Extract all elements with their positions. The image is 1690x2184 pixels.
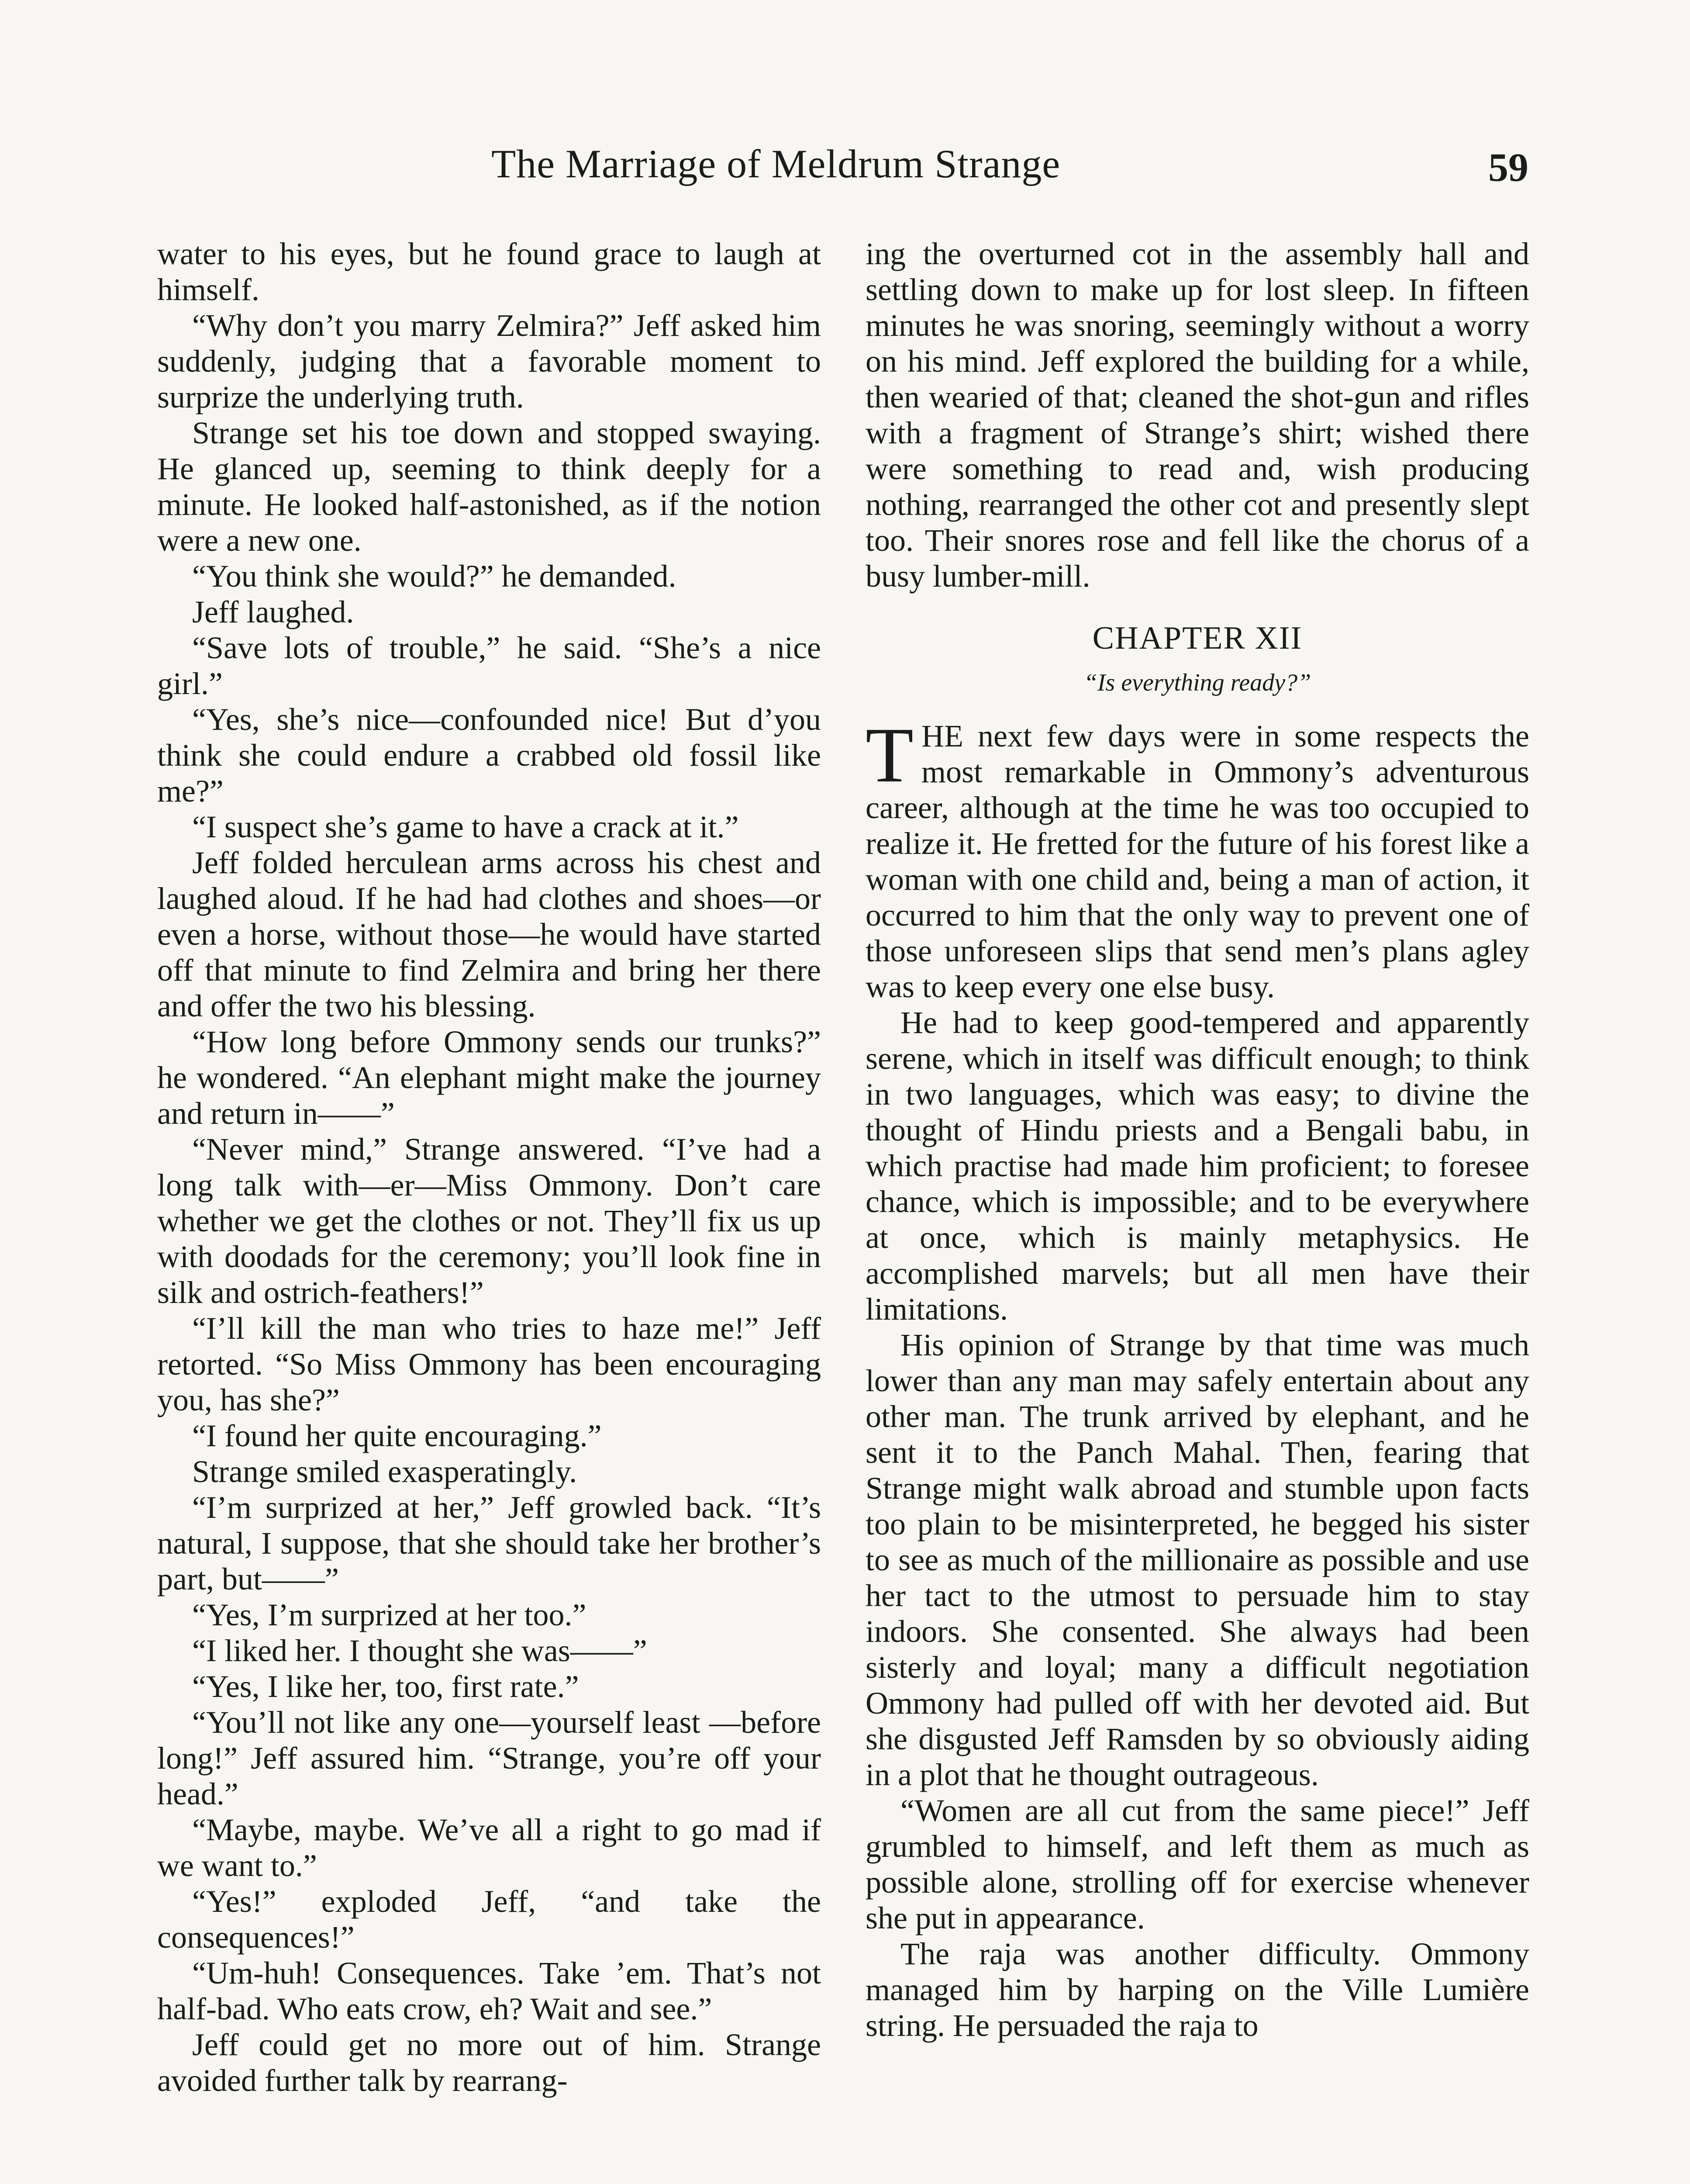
chapter-epigraph: “Is everything ready?” <box>1083 669 1311 696</box>
paragraph: Strange set his toe down and stopped swaying. He glanced up, seeming to think deeply for a minute. He looked half-astonished, as if the notion were a new one. <box>157 415 821 558</box>
paragraph: “Never mind,” Strange answered. “I’ve had a long talk with—er—Miss Ommony. Don’t care whether we get the clothes or not. They’ll fix us up with doodads for the ceremony; you’ll look fine in silk and ostrich-feathers!” <box>157 1132 821 1310</box>
paragraph: “Why don’t you marry Zelmira?” Jeff asked him suddenly, judging that a favorable moment to surprize the underlying truth. <box>157 308 821 415</box>
paragraph: “You’ll not like any one—yourself least —before long!” Jeff assured him. “Strange, you’re off your head.” <box>157 1705 821 1811</box>
page-number: 59 <box>1488 145 1528 190</box>
paragraph: “Yes, she’s nice—confounded nice! But d’you think she could endure a crabbed old fossil like me?” <box>157 702 821 809</box>
right-column <box>866 236 1529 2043</box>
running-head: The Marriage of Meldrum Strange <box>491 142 1061 186</box>
paragraph: “Women are all cut from the same piece!” Jeff grumbled to himself, and left them as much as possible alone, strolling off for exercise whenever she put in appearance. <box>866 1793 1529 1935</box>
paragraph: “How long before Ommony sends our trunks?” he wondered. “An elephant might make the journey and return in——” <box>157 1024 821 1131</box>
paragraph: “Maybe, maybe. We’ve all a right to go mad if we want to.” <box>157 1812 821 1883</box>
paragraph: His opinion of Strange by that time was much lower than any man may safely entertain about any other man. The trunk arrived by elephant, and he sent it to the Panch Mahal. Then, fearing that Strange might walk abroad and stumble upon facts too plain to be misinterpreted, he begged his sister to see as much of the millionaire as possible and use her tact to the utmost to persuade him to stay indoors. She consented. She always had been sisterly and loyal; many a difficult negotiation Ommony had pulled off with her devoted aid. But she disgusted Jeff Ramsden by so obviously aiding in a plot that he thought outrageous. <box>866 1327 1529 1792</box>
paragraph: The raja was another difficulty. Ommony managed him by harping on the Ville Lumière string. He persuaded the raja to <box>866 1936 1529 2043</box>
paragraph: Jeff laughed. <box>192 594 354 629</box>
paragraph: ing the overturned cot in the assembly hall and settling down to make up for lost sleep. In fifteen minutes he was snoring, seemingly without a worry on his mind. Jeff explored the building for a while, then wearied of that; cleaned the shot-gun and rifles with a fragment of Strange’s shirt; wished there were something to read and, wish producing nothing, rearranged the other cot and presently slept too. Their snores rose and fell like the chorus of a busy lumber-mill. <box>866 236 1529 594</box>
paragraph: He had to keep good-tempered and apparently serene, which in itself was difficult enough; to think in two languages, which was easy; to divine the thought of Hindu priests and a Bengali babu, in which practise had made him proficient; to foresee chance, which is impossible; and to be everywhere at once, which is mainly metaphysics. He accomplished marvels; but all men have their limitations. <box>866 1005 1529 1327</box>
drop-cap: T <box>866 712 914 798</box>
paragraph-text: HE next few days were in some respects the most remarkable in Ommony’s adventurous career, although at the time he was too occupied to realize it. He fretted for the future of his forest like a woman with one child and, being a man of action, it occurred to him that the only way to prevent one of those unforeseen slips that send men’s plans agley was to keep every one else busy. <box>866 719 1529 1004</box>
paragraph: “I’m surprized at her,” Jeff growled back. “It’s natural, I suppose, that she should take her brother’s part, but——” <box>157 1490 821 1597</box>
paragraph: Strange smiled exasperatingly. <box>192 1454 577 1489</box>
chapter-title: CHAPTER XII <box>1092 620 1303 656</box>
paragraph: “You think she would?” he demanded. <box>192 559 676 594</box>
paragraph: “Yes!” exploded Jeff, “and take the consequences!” <box>157 1884 821 1955</box>
paragraph: “Save lots of trouble,” he said. “She’s a nice girl.” <box>157 630 821 701</box>
paragraph: Jeff could get no more out of him. Strange avoided further talk by rearrang- <box>157 2027 821 2098</box>
paragraph: “Yes, I like her, too, first rate.” <box>192 1669 579 1704</box>
paragraph: “I’ll kill the man who tries to haze me!” Jeff retorted. “So Miss Ommony has been encouraging you, has she?” <box>157 1311 821 1417</box>
paragraph: “Um-huh! Consequences. Take ’em. That’s not half-bad. Who eats crow, eh? Wait and see.” <box>157 1956 821 2026</box>
chapter-opening-paragraph <box>866 712 1529 1005</box>
left-column <box>157 236 821 2098</box>
paragraph: water to his eyes, but he found grace to laugh at himself. <box>157 236 821 307</box>
paragraph: “I found her quite encouraging.” <box>192 1418 602 1453</box>
paragraph: “Yes, I’m surprized at her too.” <box>192 1597 586 1632</box>
paragraph: Jeff folded herculean arms across his chest and laughed aloud. If he had had clothes and shoes—or even a horse, without those—he would have started off that minute to find Zelmira and bring her there and offer the two his blessing. <box>157 845 821 1023</box>
paragraph: “I suspect she’s game to have a crack at it.” <box>192 809 739 844</box>
paragraph: “I liked her. I thought she was——” <box>192 1633 647 1668</box>
